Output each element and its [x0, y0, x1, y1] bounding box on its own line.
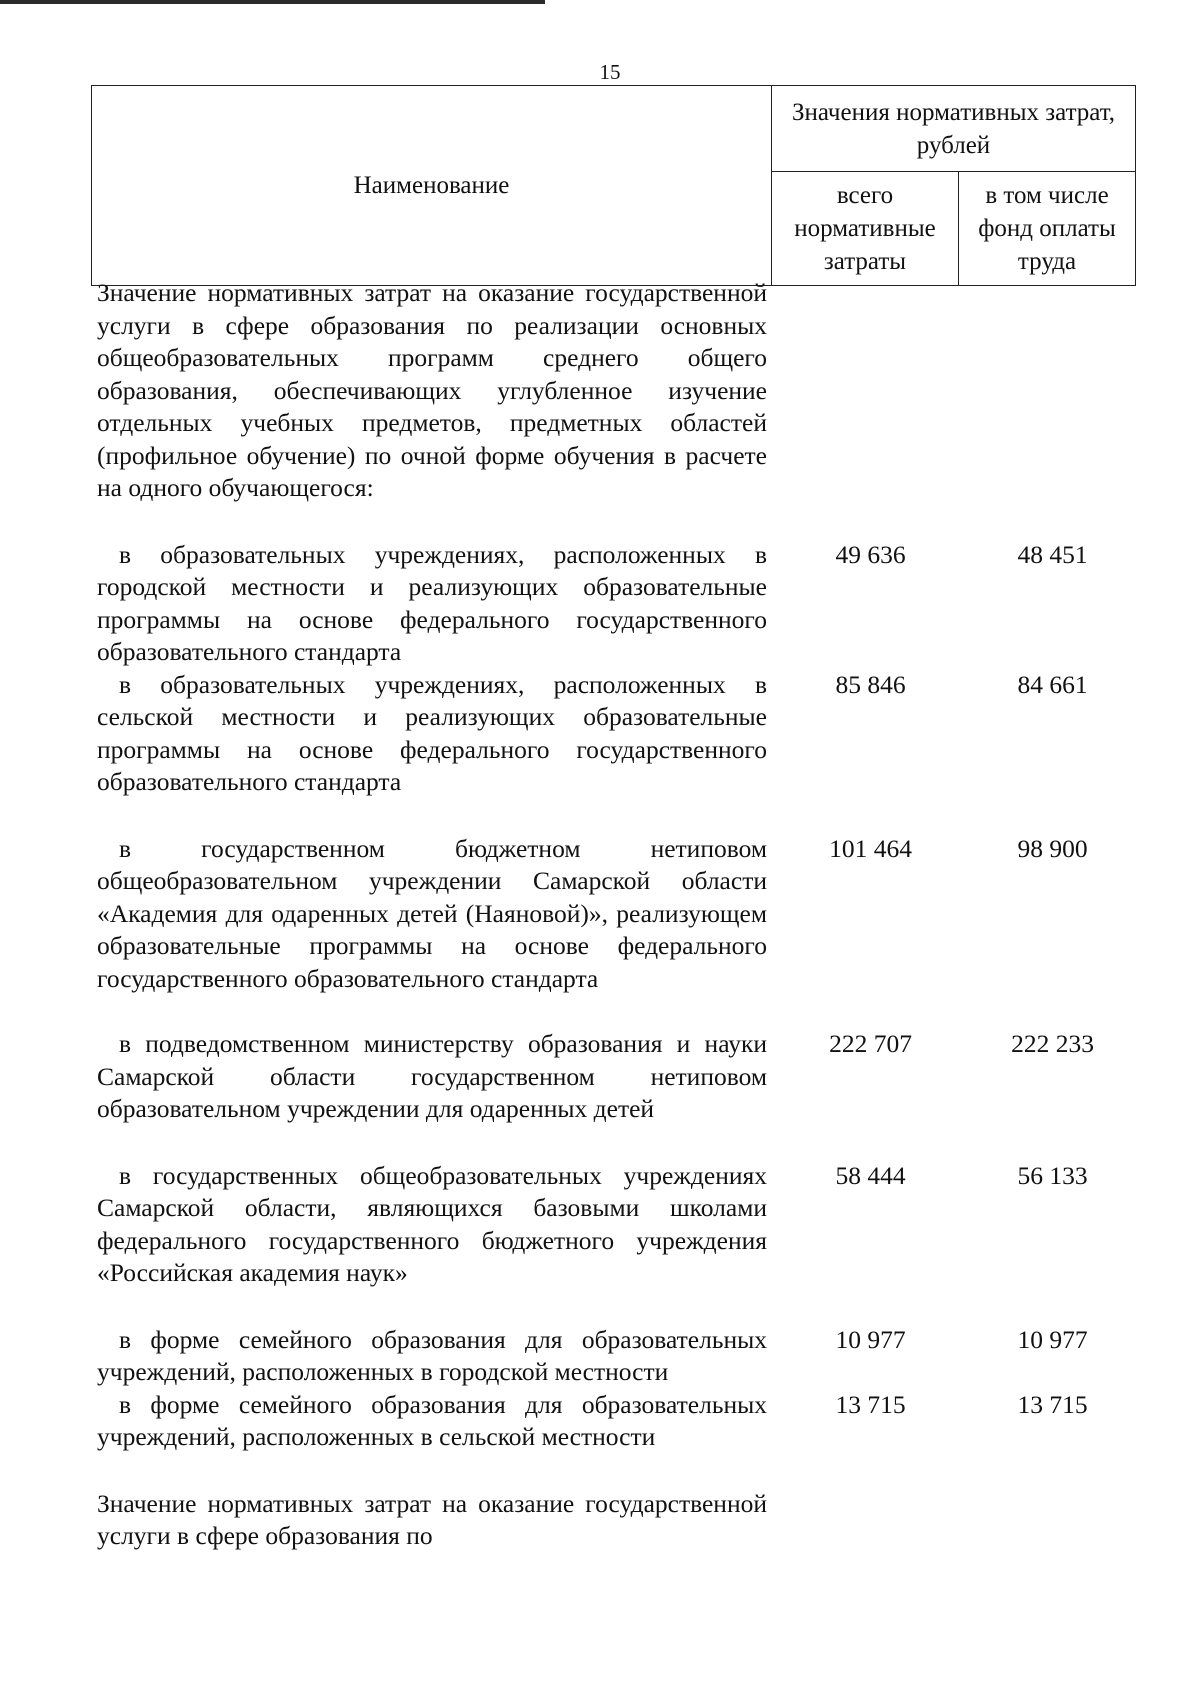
- row-total: 49 636: [835, 539, 906, 569]
- row-name: в образовательных учреждениях, расположенных в сельской местности и реализующих образовательные программы на основе федерального государственного образовательного стандарта: [97, 669, 767, 796]
- row-title: Значение нормативных затрат на оказание государственной услуги в сфере образования по реализации основных общеобразовательных программ среднего общего образования, обеспечивающих углубленное изучение отдельных учебных предметов, предметных областей (профильное обучение) по очной форме обучения в расчете на одного обучающегося:: [97, 278, 767, 502]
- table-header: [91, 85, 1136, 286]
- row-name: в форме семейного образования для образовательных учреждений, расположенных в сельской местности: [97, 1389, 767, 1451]
- table-row: [97, 669, 1137, 799]
- row-name: в форме семейного образования для образовательных учреждений, расположенных в городской местности: [97, 1324, 767, 1386]
- row-name: в подведомственном министерству образования и науки Самарской области государственном нетиповом образовательном учреждении для одаренных детей: [97, 1029, 767, 1123]
- table-row: [97, 1324, 1137, 1389]
- row-wage: 98 900: [1017, 833, 1088, 863]
- row-name: в образовательных учреждениях, расположенных в городской местности и реализующих образовательные программы на основе федерального государственного образовательного стандарта: [97, 539, 767, 666]
- row-wage: 10 977: [1017, 1324, 1088, 1354]
- row-total: 85 846: [835, 669, 906, 699]
- row-total: 58 444: [835, 1160, 906, 1190]
- header-values-group: Значения нормативных затрат, рублей: [772, 86, 1136, 172]
- table-body: [97, 278, 1137, 1553]
- row-wage: 13 715: [1017, 1389, 1088, 1419]
- header-name: Наименование: [92, 86, 772, 286]
- table-row: [97, 1488, 1137, 1553]
- table-row: [97, 539, 1137, 669]
- row-total: 13 715: [835, 1389, 906, 1419]
- header-wage-fund: в том числе фонд оплаты труда: [959, 172, 1136, 286]
- row-name: в государственных общеобразовательных учреждениях Самарской области, являющихся базовыми школами федерального государственного бюджетного учреждения «Российская академия наук»: [97, 1160, 767, 1287]
- row-total: 222 707: [829, 1029, 912, 1058]
- table-row: [97, 1389, 1137, 1454]
- row-wage: 84 661: [1017, 669, 1088, 699]
- row-title: Значение нормативных затрат на оказание государственной услуги в сфере образования по: [97, 1488, 767, 1550]
- row-name: в государственном бюджетном нетиповом общеобразовательном учреждении Самарской области «Академия для одаренных детей (Наяновой)», реализующем образовательные программы на основе федерального государственного образовательного стандарта: [97, 833, 767, 993]
- table-row: [97, 277, 1137, 505]
- row-wage: 48 451: [1017, 539, 1088, 569]
- page-number: 15: [599, 60, 621, 84]
- row-total: 101 464: [829, 833, 912, 863]
- row-total: 10 977: [835, 1324, 906, 1354]
- top-rule: [0, 0, 545, 4]
- table-row: [97, 833, 1137, 996]
- table-row: [97, 1028, 1137, 1126]
- header-total: всего нормативные затраты: [772, 172, 959, 286]
- row-wage: 56 133: [1017, 1160, 1088, 1190]
- table-row: [97, 1160, 1137, 1290]
- row-wage: 222 233: [1011, 1029, 1094, 1058]
